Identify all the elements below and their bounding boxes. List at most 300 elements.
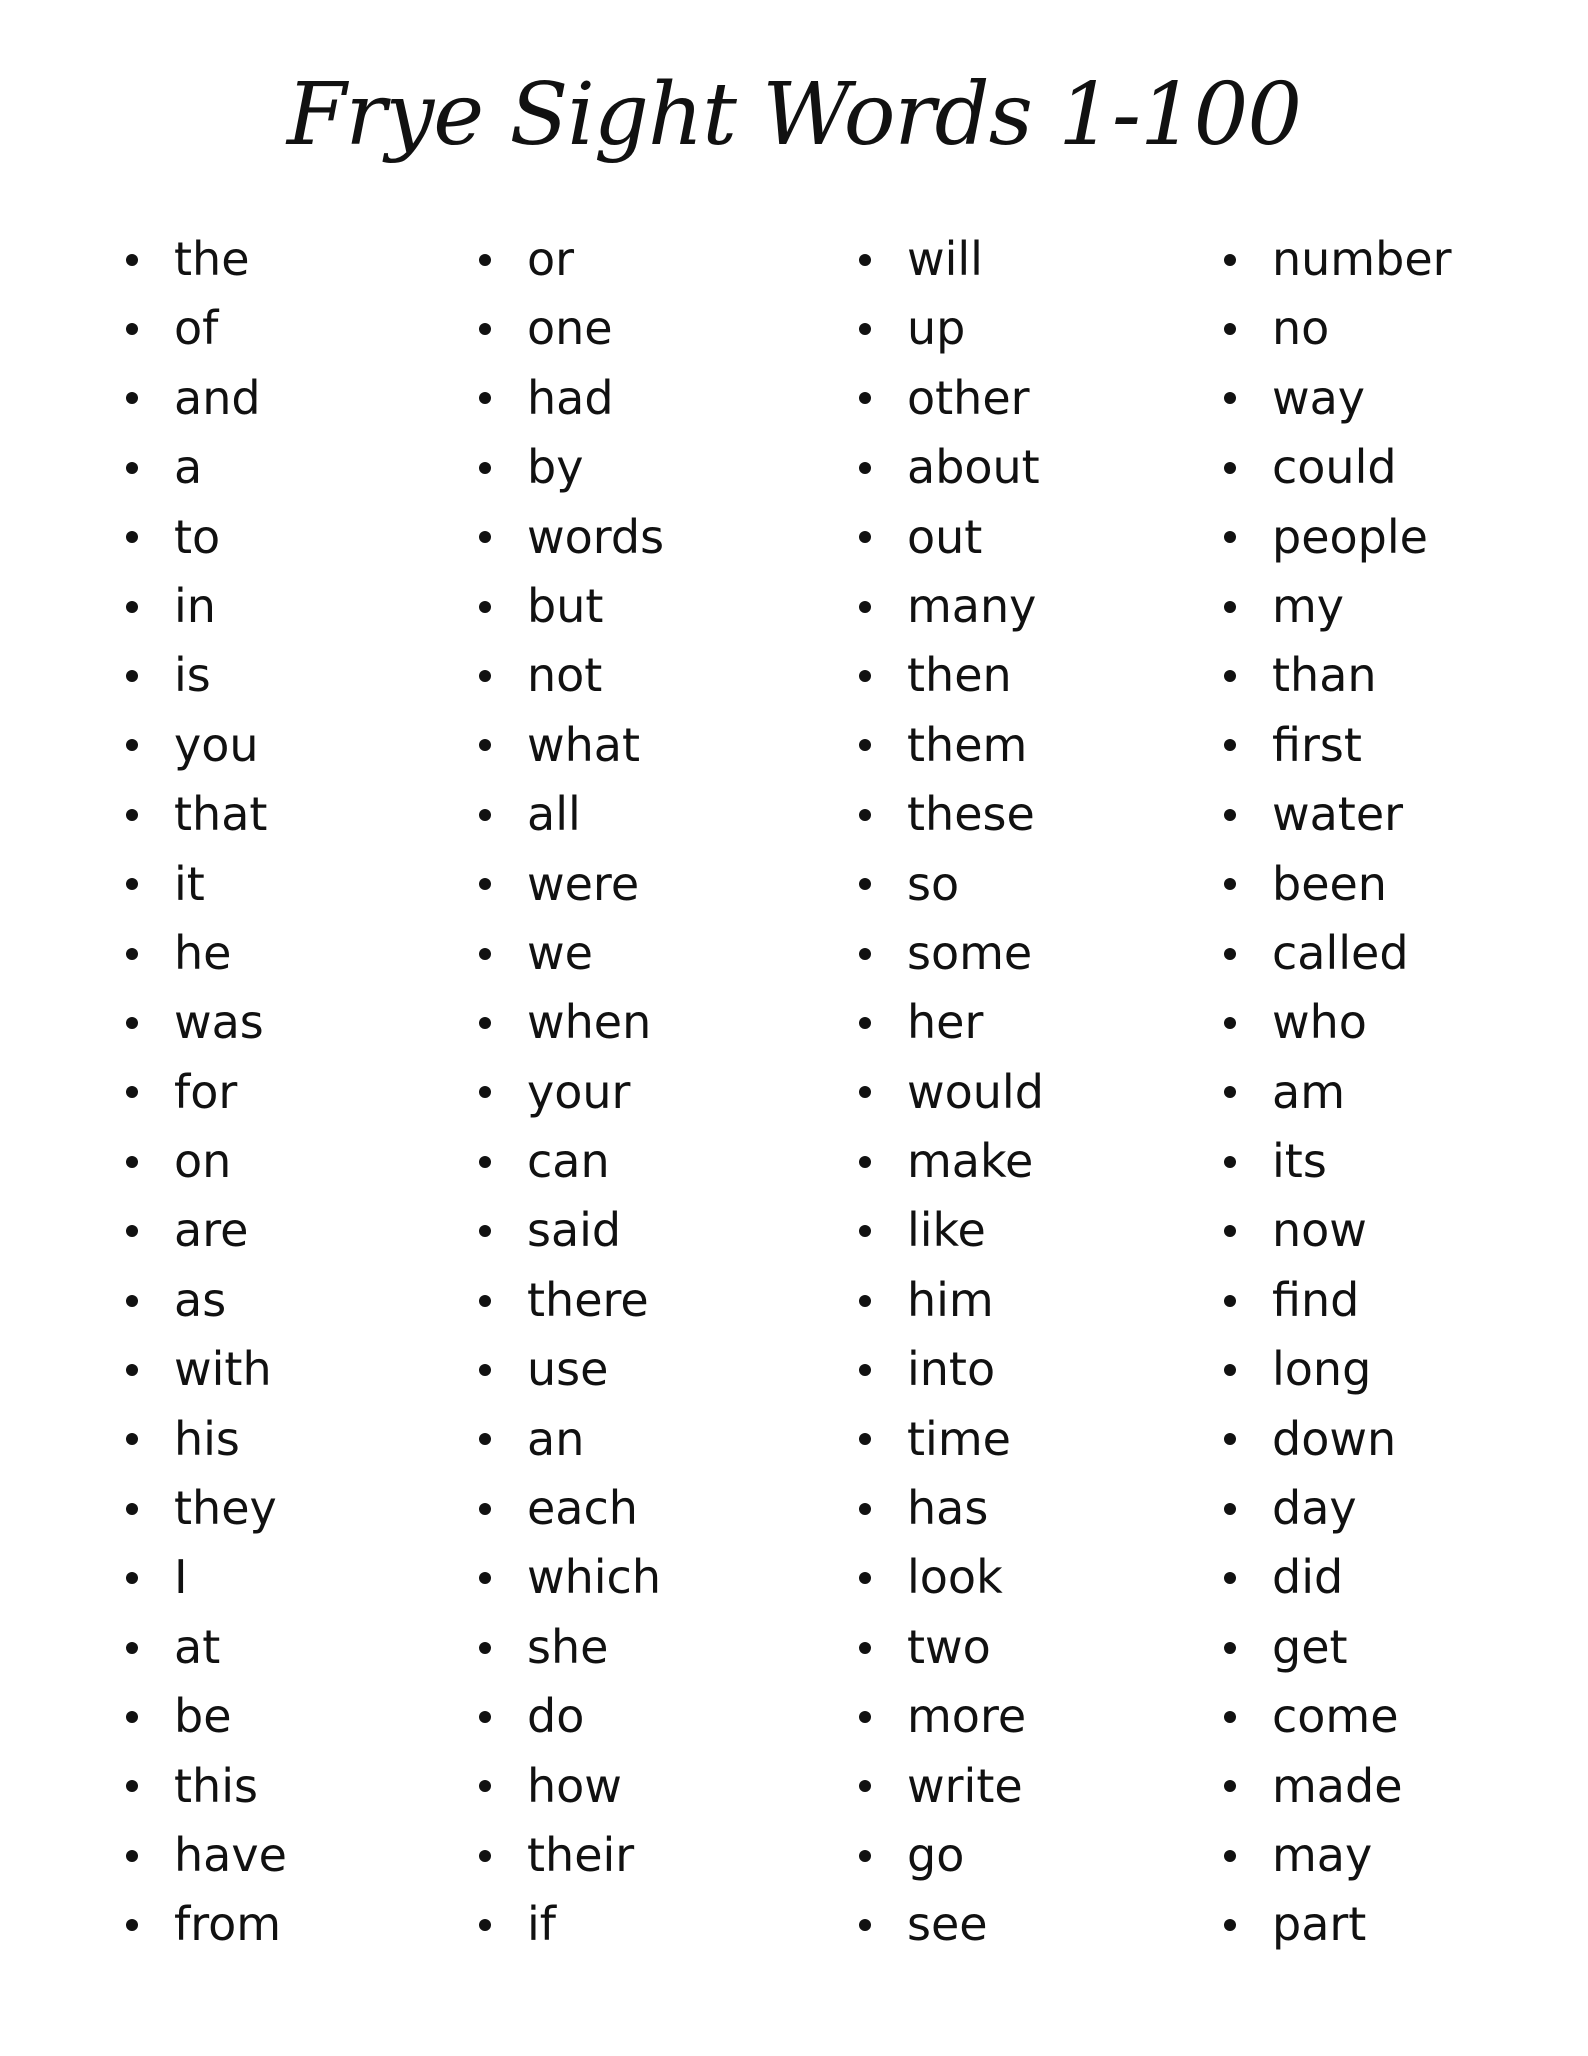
bullet-icon xyxy=(1224,254,1236,266)
bullet-icon xyxy=(126,1295,138,1307)
list-item xyxy=(853,1127,1044,1196)
bullet-icon xyxy=(479,739,491,751)
list-item xyxy=(120,1058,287,1127)
word-text: out xyxy=(907,509,983,564)
bullet-icon xyxy=(126,1433,138,1445)
bullet-icon xyxy=(859,254,871,266)
list-item xyxy=(1218,1474,1452,1543)
bullet-icon xyxy=(1224,1017,1236,1029)
word-text: look xyxy=(907,1550,1003,1605)
bullet-icon xyxy=(479,1711,491,1723)
word-text: I xyxy=(174,1550,188,1605)
list-item xyxy=(1218,294,1452,363)
list-item xyxy=(1218,433,1452,502)
word-text: water xyxy=(1272,787,1404,842)
list-item xyxy=(853,572,1044,641)
list-item xyxy=(120,1890,287,1959)
list-item xyxy=(120,1196,287,1265)
list-item xyxy=(853,988,1044,1057)
word-text: number xyxy=(1272,232,1452,286)
bullet-icon xyxy=(1224,1503,1236,1515)
list-item xyxy=(1218,1752,1452,1821)
bullet-icon xyxy=(126,878,138,890)
bullet-icon xyxy=(126,1017,138,1029)
list-item xyxy=(120,503,287,572)
word-text: her xyxy=(907,995,984,1050)
list-item xyxy=(473,1266,664,1335)
bullet-icon xyxy=(859,531,871,543)
word-text: which xyxy=(527,1550,662,1605)
list-item xyxy=(120,1543,287,1612)
word-text: can xyxy=(527,1134,610,1189)
list-item xyxy=(853,780,1044,849)
word-text: with xyxy=(174,1342,272,1397)
list-item xyxy=(1218,1266,1452,1335)
word-text: people xyxy=(1272,509,1428,564)
list-item xyxy=(120,780,287,849)
list-item xyxy=(473,780,664,849)
word-text: to xyxy=(174,509,221,564)
bullet-icon xyxy=(1224,670,1236,682)
bullet-icon xyxy=(1224,1919,1236,1931)
list-item xyxy=(473,1752,664,1821)
bullet-icon xyxy=(479,1503,491,1515)
word-text: they xyxy=(174,1481,277,1536)
bullet-icon xyxy=(126,323,138,335)
word-text: from xyxy=(174,1897,282,1952)
list-item xyxy=(473,364,664,433)
word-text: by xyxy=(527,440,584,495)
list-item xyxy=(853,1058,1044,1127)
word-text: we xyxy=(527,925,593,980)
list-item xyxy=(473,919,664,988)
list-item xyxy=(473,1474,664,1543)
bullet-icon xyxy=(126,601,138,613)
bullet-icon xyxy=(859,1850,871,1862)
word-text: be xyxy=(174,1689,232,1744)
bullet-icon xyxy=(126,809,138,821)
list-item xyxy=(120,1405,287,1474)
list-item xyxy=(473,1682,664,1751)
list-item xyxy=(1218,780,1452,849)
word-text: first xyxy=(1272,717,1362,772)
list-item xyxy=(853,641,1044,710)
list-item xyxy=(1218,919,1452,988)
word-text: an xyxy=(527,1411,585,1466)
list-item xyxy=(853,850,1044,919)
word-text: one xyxy=(527,301,613,356)
word-text: did xyxy=(1272,1550,1344,1605)
bullet-icon xyxy=(126,1642,138,1654)
bullet-icon xyxy=(859,392,871,404)
word-text: not xyxy=(527,648,603,703)
bullet-icon xyxy=(479,1156,491,1168)
bullet-icon xyxy=(126,1364,138,1376)
word-text: your xyxy=(527,1064,631,1119)
word-text: about xyxy=(907,440,1040,495)
bullet-icon xyxy=(479,1780,491,1792)
word-text: he xyxy=(174,925,232,980)
bullet-icon xyxy=(859,601,871,613)
bullet-icon xyxy=(1224,1364,1236,1376)
list-item xyxy=(853,1821,1044,1890)
bullet-icon xyxy=(126,1780,138,1792)
word-text: are xyxy=(174,1203,249,1258)
list-item xyxy=(1218,641,1452,710)
word-text: day xyxy=(1272,1481,1357,1536)
list-item xyxy=(1218,1543,1452,1612)
list-item xyxy=(120,364,287,433)
list-item xyxy=(1218,1682,1452,1751)
list-item xyxy=(1218,1196,1452,1265)
list-item xyxy=(120,572,287,641)
word-text: said xyxy=(527,1203,622,1258)
word-text: of xyxy=(174,301,219,356)
word-text: like xyxy=(907,1203,986,1258)
list-item xyxy=(473,1058,664,1127)
word-text: do xyxy=(527,1689,585,1744)
list-item xyxy=(853,503,1044,572)
word-text: part xyxy=(1272,1897,1367,1952)
list-item xyxy=(120,988,287,1057)
word-text: or xyxy=(527,232,575,286)
word-text: down xyxy=(1272,1411,1397,1466)
word-text: long xyxy=(1272,1342,1372,1397)
bullet-icon xyxy=(859,948,871,960)
word-text: find xyxy=(1272,1272,1360,1327)
bullet-icon xyxy=(859,1572,871,1584)
bullet-icon xyxy=(859,1433,871,1445)
bullet-icon xyxy=(1224,1850,1236,1862)
word-text: she xyxy=(527,1619,609,1674)
word-column-1 xyxy=(120,225,287,1960)
word-text: come xyxy=(1272,1689,1399,1744)
bullet-icon xyxy=(126,1086,138,1098)
word-text: then xyxy=(907,648,1012,703)
bullet-icon xyxy=(859,1780,871,1792)
bullet-icon xyxy=(1224,1711,1236,1723)
list-item xyxy=(1218,364,1452,433)
bullet-icon xyxy=(479,878,491,890)
bullet-icon xyxy=(126,1919,138,1931)
bullet-icon xyxy=(1224,1572,1236,1584)
list-item xyxy=(1218,572,1452,641)
word-text: these xyxy=(907,787,1035,842)
word-text: was xyxy=(174,995,264,1050)
list-item xyxy=(473,572,664,641)
bullet-icon xyxy=(859,739,871,751)
bullet-icon xyxy=(126,531,138,543)
bullet-icon xyxy=(479,809,491,821)
list-item xyxy=(1218,1405,1452,1474)
word-text: his xyxy=(174,1411,240,1466)
word-text: see xyxy=(907,1897,988,1952)
list-item xyxy=(120,711,287,780)
bullet-icon xyxy=(126,948,138,960)
word-text: than xyxy=(1272,648,1377,703)
list-item xyxy=(1218,503,1452,572)
word-text: him xyxy=(907,1272,994,1327)
word-text: words xyxy=(527,509,665,564)
bullet-icon xyxy=(1224,601,1236,613)
word-text: may xyxy=(1272,1827,1373,1882)
word-text: more xyxy=(907,1689,1027,1744)
list-item xyxy=(853,1890,1044,1959)
bullet-icon xyxy=(1224,809,1236,821)
list-item xyxy=(473,1890,664,1959)
bullet-icon xyxy=(1224,1086,1236,1098)
list-item xyxy=(1218,1058,1452,1127)
word-text: will xyxy=(907,232,983,286)
bullet-icon xyxy=(126,1850,138,1862)
bullet-icon xyxy=(479,462,491,474)
list-item xyxy=(473,850,664,919)
word-text: way xyxy=(1272,370,1366,425)
bullet-icon xyxy=(126,670,138,682)
bullet-icon xyxy=(479,1364,491,1376)
word-text: all xyxy=(527,787,581,842)
word-text: go xyxy=(907,1827,965,1882)
bullet-icon xyxy=(479,670,491,682)
word-text: two xyxy=(907,1619,991,1674)
word-text: called xyxy=(1272,925,1409,980)
bullet-icon xyxy=(479,531,491,543)
bullet-icon xyxy=(126,1156,138,1168)
word-text: in xyxy=(174,578,216,633)
bullet-icon xyxy=(859,1919,871,1931)
bullet-icon xyxy=(126,462,138,474)
bullet-icon xyxy=(859,809,871,821)
list-item xyxy=(473,1613,664,1682)
list-item xyxy=(1218,225,1452,294)
word-text: use xyxy=(527,1342,609,1397)
list-item xyxy=(120,1613,287,1682)
list-item xyxy=(473,711,664,780)
bullet-icon xyxy=(126,1503,138,1515)
list-item xyxy=(1218,1127,1452,1196)
word-text: could xyxy=(1272,440,1397,495)
list-item xyxy=(1218,1890,1452,1959)
list-item xyxy=(120,1335,287,1404)
list-item xyxy=(1218,1335,1452,1404)
bullet-icon xyxy=(859,1364,871,1376)
bullet-icon xyxy=(1224,531,1236,543)
list-item xyxy=(120,225,287,294)
bullet-icon xyxy=(126,1711,138,1723)
bullet-icon xyxy=(859,1711,871,1723)
list-item xyxy=(473,1543,664,1612)
bullet-icon xyxy=(1224,462,1236,474)
bullet-icon xyxy=(859,1156,871,1168)
word-text: but xyxy=(527,578,604,633)
bullet-icon xyxy=(479,1919,491,1931)
word-text: who xyxy=(1272,995,1367,1050)
bullet-icon xyxy=(126,739,138,751)
list-item xyxy=(473,641,664,710)
bullet-icon xyxy=(479,1850,491,1862)
list-item xyxy=(853,1682,1044,1751)
list-item xyxy=(473,294,664,363)
bullet-icon xyxy=(1224,392,1236,404)
bullet-icon xyxy=(1224,1433,1236,1445)
bullet-icon xyxy=(859,1642,871,1654)
list-item xyxy=(853,711,1044,780)
word-text: have xyxy=(174,1827,287,1882)
bullet-icon xyxy=(1224,878,1236,890)
bullet-icon xyxy=(479,323,491,335)
bullet-icon xyxy=(479,1225,491,1237)
bullet-icon xyxy=(126,1225,138,1237)
list-item xyxy=(473,1821,664,1890)
word-text: into xyxy=(907,1342,996,1397)
word-text: had xyxy=(527,370,614,425)
list-item xyxy=(473,503,664,572)
list-item xyxy=(120,919,287,988)
list-item xyxy=(473,1196,664,1265)
bullet-icon xyxy=(859,1225,871,1237)
list-item xyxy=(473,1335,664,1404)
list-item xyxy=(853,225,1044,294)
bullet-icon xyxy=(859,1295,871,1307)
bullet-icon xyxy=(479,392,491,404)
word-column-3 xyxy=(853,225,1044,1960)
list-item xyxy=(1218,711,1452,780)
bullet-icon xyxy=(479,1295,491,1307)
list-item xyxy=(853,1196,1044,1265)
bullet-icon xyxy=(1224,1225,1236,1237)
word-text: each xyxy=(527,1481,638,1536)
word-text: some xyxy=(907,925,1033,980)
word-text: them xyxy=(907,717,1028,772)
word-text: other xyxy=(907,370,1030,425)
word-text: a xyxy=(174,440,203,495)
list-item xyxy=(1218,1613,1452,1682)
bullet-icon xyxy=(479,1433,491,1445)
bullet-icon xyxy=(859,462,871,474)
word-text: as xyxy=(174,1272,227,1327)
word-text: you xyxy=(174,717,259,772)
list-item xyxy=(120,433,287,502)
bullet-icon xyxy=(1224,1780,1236,1792)
word-text: would xyxy=(907,1064,1044,1119)
list-item xyxy=(853,1405,1044,1474)
word-text: were xyxy=(527,856,640,911)
list-item xyxy=(473,225,664,294)
word-text: so xyxy=(907,856,960,911)
bullet-icon xyxy=(126,1572,138,1584)
word-text: its xyxy=(1272,1134,1327,1189)
list-item xyxy=(120,1266,287,1335)
word-text: and xyxy=(174,370,261,425)
word-text: now xyxy=(1272,1203,1367,1258)
list-item xyxy=(120,294,287,363)
word-text: on xyxy=(174,1134,232,1189)
word-text: their xyxy=(527,1827,635,1882)
word-text: there xyxy=(527,1272,649,1327)
list-item xyxy=(1218,850,1452,919)
bullet-icon xyxy=(479,1017,491,1029)
list-item xyxy=(853,294,1044,363)
bullet-icon xyxy=(479,948,491,960)
bullet-icon xyxy=(1224,323,1236,335)
word-text: it xyxy=(174,856,205,911)
word-text: what xyxy=(527,717,641,772)
bullet-icon xyxy=(479,254,491,266)
list-item xyxy=(120,1821,287,1890)
word-text: make xyxy=(907,1134,1034,1189)
bullet-icon xyxy=(1224,1642,1236,1654)
word-text: write xyxy=(907,1758,1023,1813)
page-title: Frye Sight Words 1-100 xyxy=(286,65,1302,165)
bullet-icon xyxy=(859,1503,871,1515)
list-item xyxy=(120,1127,287,1196)
word-text: the xyxy=(174,232,250,286)
word-column-4 xyxy=(1218,225,1452,1960)
list-item xyxy=(853,1335,1044,1404)
bullet-icon xyxy=(859,1017,871,1029)
list-item xyxy=(1218,988,1452,1057)
bullet-icon xyxy=(1224,739,1236,751)
bullet-icon xyxy=(859,1086,871,1098)
bullet-icon xyxy=(1224,1295,1236,1307)
word-text: is xyxy=(174,648,211,703)
word-text: no xyxy=(1272,301,1330,356)
list-item xyxy=(853,1613,1044,1682)
word-text: how xyxy=(527,1758,622,1813)
word-text: if xyxy=(527,1897,556,1952)
list-item xyxy=(473,1405,664,1474)
word-text: that xyxy=(174,787,268,842)
bullet-icon xyxy=(479,601,491,613)
list-item xyxy=(120,1752,287,1821)
word-text: for xyxy=(174,1064,238,1119)
list-item xyxy=(1218,1821,1452,1890)
list-item xyxy=(853,433,1044,502)
bullet-icon xyxy=(859,878,871,890)
bullet-icon xyxy=(1224,948,1236,960)
list-item xyxy=(853,1474,1044,1543)
word-text: my xyxy=(1272,578,1345,633)
bullet-icon xyxy=(126,392,138,404)
word-text: many xyxy=(907,578,1037,633)
list-item xyxy=(473,988,664,1057)
list-item xyxy=(853,364,1044,433)
word-text: time xyxy=(907,1411,1011,1466)
list-item xyxy=(473,433,664,502)
bullet-icon xyxy=(479,1086,491,1098)
bullet-icon xyxy=(479,1572,491,1584)
list-item xyxy=(853,919,1044,988)
bullet-icon xyxy=(1224,1156,1236,1168)
word-text: am xyxy=(1272,1064,1345,1119)
word-text: been xyxy=(1272,856,1387,911)
bullet-icon xyxy=(859,323,871,335)
word-text: up xyxy=(907,301,966,356)
list-item xyxy=(853,1266,1044,1335)
word-text: made xyxy=(1272,1758,1403,1813)
word-column-2 xyxy=(473,225,664,1960)
list-item xyxy=(120,641,287,710)
word-text: get xyxy=(1272,1619,1348,1674)
list-item xyxy=(473,1127,664,1196)
word-text: when xyxy=(527,995,652,1050)
list-item xyxy=(853,1543,1044,1612)
word-text: has xyxy=(907,1481,989,1536)
bullet-icon xyxy=(479,1642,491,1654)
bullet-icon xyxy=(126,254,138,266)
list-item xyxy=(120,850,287,919)
word-text: at xyxy=(174,1619,221,1674)
